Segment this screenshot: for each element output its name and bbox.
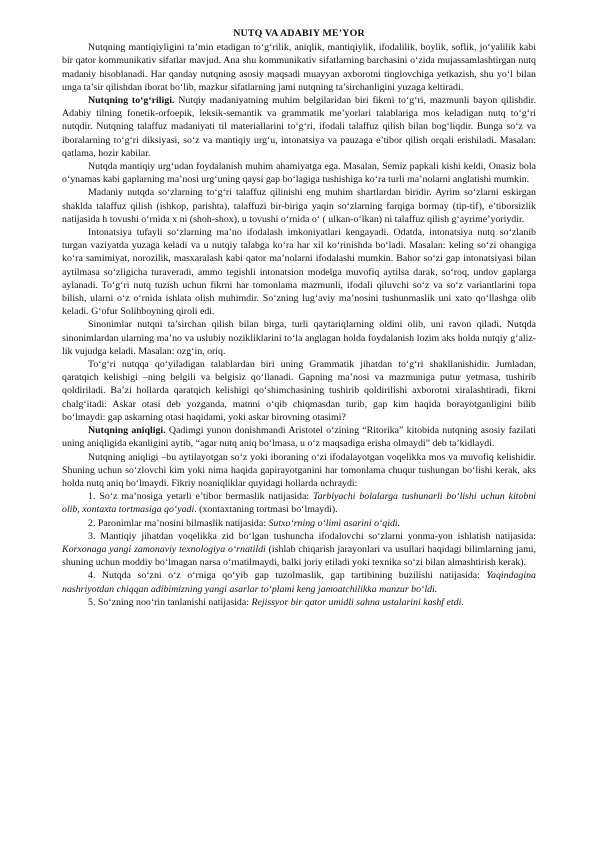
list-item-1: 1. So‘z ma’nosiga yetarli e’tibor bermaslik natijasida: Tarbiyachi bolalarga tushunarli bo‘lishi uchun kitobni olib, xontaxta tortmasiga qo‘yadi. (xontaxtaning tortmasi bo‘lmaydi).: [62, 491, 536, 516]
section-heading-correctness: Nutqning to‘g‘riligi.: [88, 95, 175, 107]
paragraph-accuracy: Nutqning aniqligi. Qadimgi yunon donishmandi Aristotel o‘zining “Ritorika” kitobida nutqning asosiy fazilati uning aniqligida ekanligini aytib, “agar nutq aniq bo‘lmasa, u o‘z maqsadiga erisha olmaydi” deb ta’kidlaydi.: [62, 425, 537, 450]
paragraph-pronunciation: Madaniy nutqda so‘zlarning to‘g‘ri talaffuz qilinishi eng muhim shartlardan biridir. Ayrim so‘zlarni eskirgan shaklda talaffuz qilish (ishkop, parishta), talaffuzi bir-biriga yaqin so‘zlarning farqiga bormay (tip-tif), e’tiborsizlik natijasida h tovushi o‘rnida x ni (shoh-shox), u tovushi o‘rnida o‘ ( ulkan-o‘lkan) ni talaffuz qilish g‘ayrime’yoriydir.: [62, 187, 536, 225]
paragraph-intro: Nutqning mantiqiyligini ta’min etadigan to‘g‘rilik, aniqlik, mantiqiylik, ifodalilik, boylik, soflik, jo‘yalilik kabi bir qator kommunikativ sifatlar mavjud. Ana shu kommunikativ sifatlarning barchasini o‘zida mujassamlashtirgan nutq madaniy hisoblanadi. Har qanday nutqning asosiy maqsadi muayyan axborotni tinglovchiga yetkazish, shu yo‘l bilan unga ta’sir qilishdan iborat bo‘lib, mazkur sifatlarning jami nutqning ta’sirchanligini yuzaga keltiradi.: [62, 42, 536, 93]
document-page: [62, 27, 536, 609]
list-item-5: 5. So‘zning noo‘rin tanlanishi natijasida: Rejissyor bir qator umidli sahna ustalarini kashf etdi.: [88, 596, 464, 608]
list-item-2: 2. Paronimlar ma’nosini bilmaslik natijasida: Sutxo‘rning o‘limi asarini o‘qidi.: [88, 517, 401, 529]
paragraph-synonyms: Sinonimlar nutqni ta’sirchan qilish bilan birga, turli qaytariqlarning oldini olib, uni ravon qiladi. Nutqda sinonimlardan ularning ma’no va uslubiy nozikliklarini to‘la anglagan holda foydalanish lozim aks holda nutqiy g‘alizlik vujudga keladi. Masalan: ozg‘in, oriq.: [62, 319, 536, 357]
paragraph-grammar: To‘g‘ri nutqqa qo‘yiladigan talablardan biri uning Grammatik jihatdan to‘g‘ri shakllanishidir. Jumladan, qaratqich kelishigi –ning belgili va belgisiz qo‘llanadi. Gapning ma’nosi va mazmuniga putur yetmasa, tushirib qoldiriladi. Ba’zi hollarda qaratqich kelishigi qo‘shimchasining tushirib qoldirilishi axborotni xiralashtiradi, fikrni chalg‘itadi: Askar otasi deb yozganda, matnni o‘qib chiqmasdan turib, gap kim haqida borayotganligini bilib bo‘lmaydi: gap askarning otasi haqidami, yoki askar birovning otasimi?: [62, 359, 536, 423]
list-item-4: 4. Nutqda so‘zni o‘z o‘rniga qo‘yib gap tuzolmaslik, gap tartibining buzilishi natijasida: Yaqindagina nashriyotdan chiqqan adibimizning yangi asarlar to‘plami keng jamoatchilikka manzur bo‘ldi.: [62, 570, 536, 595]
list-item-3: 3. Mantiqiy jihatdan voqelikka zid bo‘lgan tushuncha ifodalovchi so‘zlarni yonma-yon ishlatish natijasida: Korxonaga yangi zamonaviy texnologiya o‘rnatildi (ishlab chiqarish jarayonlari va usullari haqidagi bilimlarning jami, shuning uchun moddiy bo‘lmagan narsa o‘rnatilmaydi, balki joriy etiladi yoki texnika so‘zi bilan almashtirish kerak).: [62, 530, 536, 569]
paragraph-intonation: Intonatsiya tufayli so‘zlarning ma’no ifodalash imkoniyatlari kengayadi. Odatda, intonatsiya nutq so‘zlanib turgan vaziyatda yuzaga keladi va u nutqiy talabga ko‘ra har xil ko‘rinishda bo‘ladi. Masalan: keling so‘zi ohangiga ko‘ra samimiyat, norozilik, masxaralash kabi qator ma’nolarni ifodalashi mumkin. Bahor so‘zi gap intonatsiyasi bilan aytilmasa so‘zligicha turaveradi, ammo tegishli intonatsion modelga muvofiq aytilsa darak, so‘roq, undov gaplarga aylanadi. To‘g‘ri nutq tuzish uchun fikrni har tomonlama mazmunli, ifodali qiluvchi so‘z va so‘z variantlarini topa bilish, ularni o‘z o‘rnida ishlata olish muhimdir. So‘zning lug‘aviy ma’nosini tushunmaslik uni xato qo‘llashga olib keladi. G‘ofur Solihboyning qiroli edi.: [62, 227, 536, 318]
document-title: NUTQ VA ADABIY ME’YOR: [233, 28, 365, 39]
section-heading-accuracy: Nutqning aniqligi.: [88, 425, 166, 437]
paragraph-correctness: Nutqning to‘g‘riligi. Nutqiy madaniyatning muhim belgilaridan biri fikrni to‘g‘ri, mazmunli bayon qilishdir. Adabiy tilning fonetik-orfoepik, leksik-semantik va grammatik me’yorlari talablariga mos keladigan nutq to‘g‘ri nutqdir. Nutqning talaffuz madaniyati til materiallarini to‘g‘ri, ifodali talaffuz qilish bilan bog‘liqdir. Bunga so‘z va iboralarning to‘g‘ri diksiyasi, so‘z va mantiqiy urg‘u, intonatsiya va pauzaga e’tibor qilish orqali erishiladi. Masalan: qatlama, hozir kabilar.: [62, 95, 537, 159]
paragraph-accuracy-definition: Nutqning aniqligi –bu aytilayotgan so‘z yoki iboraning o‘zi ifodalayotgan voqelikka mos va muvofiq kelishidir. Shuning uchun so‘zlovchi kim yoki nima haqida gapirayotganini har tomonlama chuqur tushungan bo‘lishi kerak, aks holda nutq aniq bo‘lmaydi. Fikriy noaniqliklar quyidagi hollarda uchraydi:: [62, 451, 536, 489]
paragraph-logical-stress: Nutqda mantiqiy urg‘udan foydalanish muhim ahamiyatga ega. Masalan, Semiz papkali kishi keldi, Onasiz bola o‘ynamas kabi gaplarning ma’nosi urg‘uning qaysi gap bo‘lagiga tushishiga ko‘ra turli ma’nolarni anglatishi mumkin.: [62, 161, 536, 186]
